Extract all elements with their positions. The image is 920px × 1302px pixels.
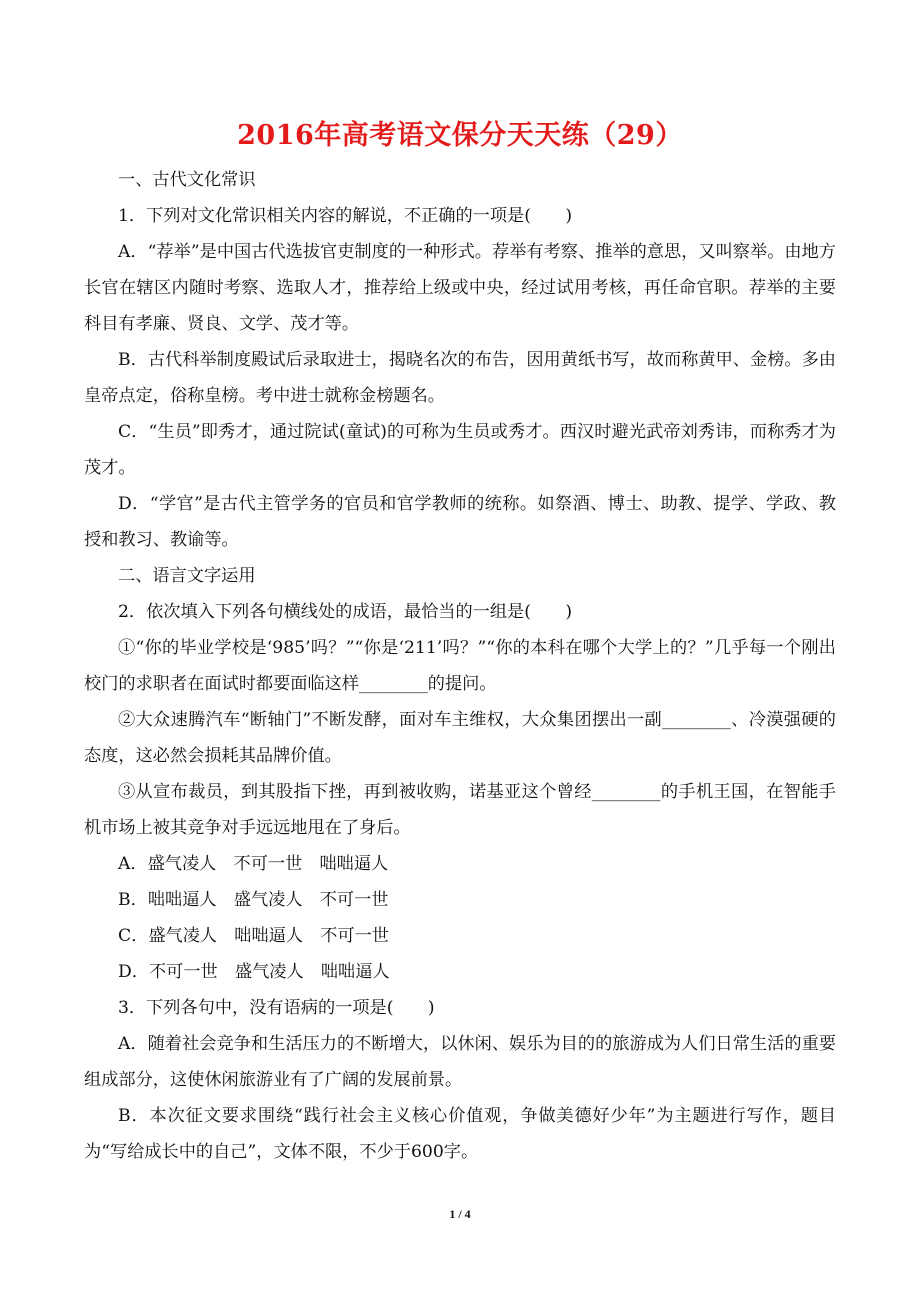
question-stem: 2．依次填入下列各句横线处的成语，最恰当的一组是( ) [118,602,573,622]
answer-option: C．盛气凌人 咄咄逼人 不可一世 [118,926,389,946]
answer-option: B．古代科举制度殿试后录取进士，揭晓名次的布告，因用黄纸书写，故而称黄甲、金榜。多由皇帝点定，俗称皇榜。考中进士就称金榜题名。 [84,350,836,406]
section-heading: 一、古代文化常识 [118,170,256,190]
answer-option: A．盛气凌人 不可一世 咄咄逼人 [118,854,389,874]
document-body [84,162,836,1170]
answer-option: B．咄咄逼人 盛气凌人 不可一世 [118,890,389,910]
document-title: 2016年高考语文保分天天练（29） [237,120,683,151]
answer-option: B．本次征文要求围绕“践行社会主义核心价值观，争做美德好少年”为主题进行写作，题目为“写给成长中的自己”，文体不限，不少于600字。 [84,1106,836,1162]
fill-blank-sentence: ③从宣布裁员，到其股指下挫，再到被收购，诺基亚这个曾经________的手机王国，在智能手机市场上被其竞争对手远远地甩在了身后。 [84,782,836,838]
fill-blank-sentence: ②大众速腾汽车“断轴门”不断发酵，面对车主维权，大众集团摆出一副________、冷漠强硬的态度，这必然会损耗其品牌价值。 [84,710,836,766]
answer-option: C．“生员”即秀才，通过院试(童试)的可称为生员或秀才。西汉时避光武帝刘秀讳，而称秀才为茂才。 [84,422,836,478]
answer-option: D．“学官”是古代主管学务的官员和官学教师的统称。如祭酒、博士、助教、提学、学政、教授和教习、教谕等。 [84,494,836,550]
fill-blank-sentence: ①“你的毕业学校是‘985’吗？”“你是‘211’吗？”“你的本科在哪个大学上的？”几乎每一个刚出校门的求职者在面试时都要面临这样________的提问。 [84,638,836,694]
question-stem: 3．下列各句中，没有语病的一项是( ) [118,998,435,1018]
page-number: 1 / 4 [449,1207,471,1221]
answer-option: A．随着社会竞争和生活压力的不断增大，以休闲、娱乐为目的的旅游成为人们日常生活的重要组成部分，这使休闲旅游业有了广阔的发展前景。 [84,1034,836,1090]
question-stem: 1．下列对文化常识相关内容的解说，不正确的一项是( ) [118,206,573,226]
answer-option: A．“荐举”是中国古代选拔官吏制度的一种形式。荐举有考察、推举的意思，又叫察举。由地方长官在辖区内随时考察、选取人才，推荐给上级或中央，经过试用考核，再任命官职。荐举的主要科目有孝廉、贤良、文学、茂才等。 [84,242,836,334]
answer-option: D．不可一世 盛气凌人 咄咄逼人 [118,962,390,982]
section-heading: 二、语言文字运用 [118,566,256,586]
